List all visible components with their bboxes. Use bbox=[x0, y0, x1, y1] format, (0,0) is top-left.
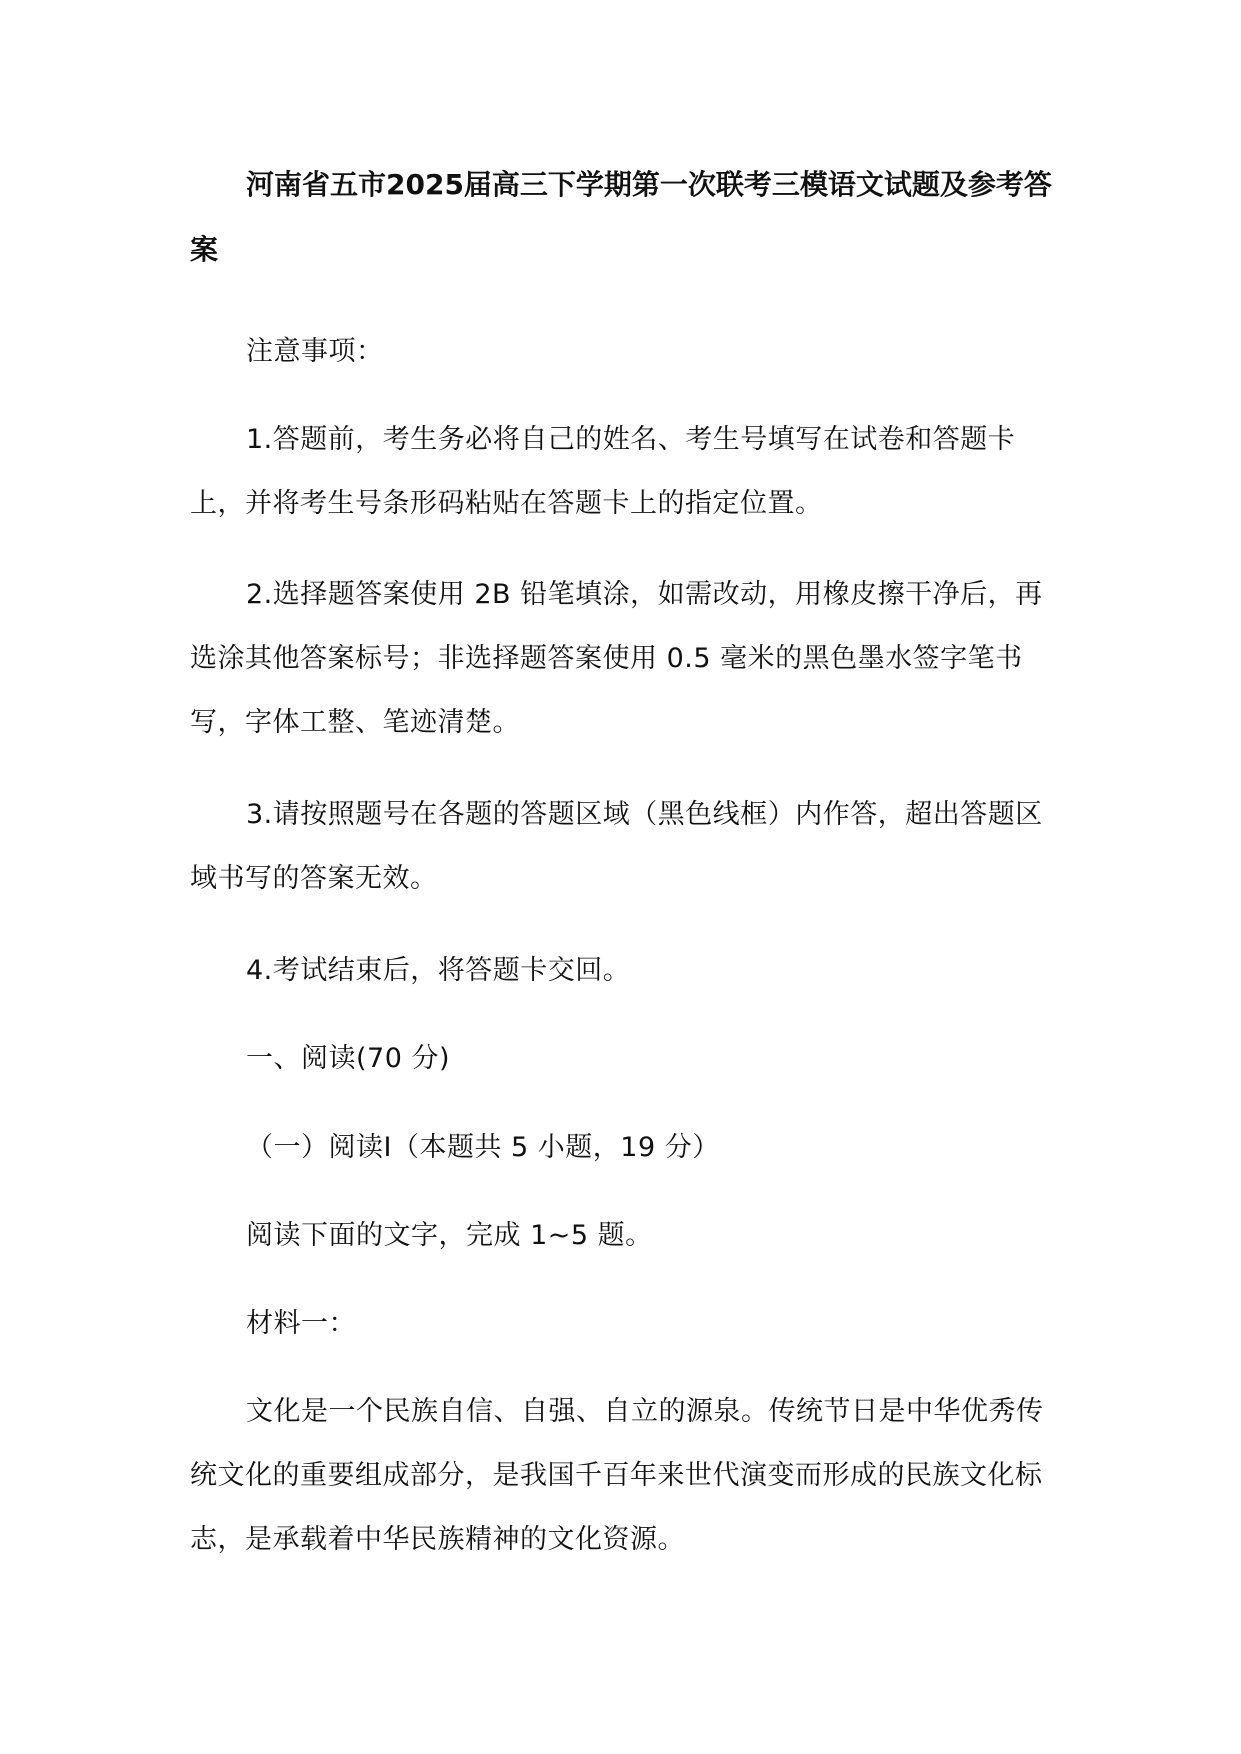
notice-item-2: 2.选择题答案使用 2B 铅笔填涂，如需改动，用橡皮擦干净后，再选涂其他答案标号；非选择题答案使用 0.5 毫米的黑色墨水签字笔书写，字体工整、笔迹清楚。 bbox=[190, 579, 1043, 738]
document-title: 河南省五市2025届高三下学期第一次联考三模语文试题及参考答案 bbox=[190, 168, 1052, 266]
notice-item-4: 4.考试结束后，将答题卡交回。 bbox=[246, 955, 631, 986]
subsection-heading: （一）阅读Ⅰ（本题共 5 小题，19 分） bbox=[246, 1132, 720, 1163]
notice-item-1: 1.答题前，考生务必将自己的姓名、考生号填写在试卷和答题卡上，并将考生号条形码粘贴在答题卡上的指定位置。 bbox=[190, 424, 1016, 519]
material-label: 材料一： bbox=[246, 1308, 356, 1339]
section-heading: 一、阅读(70 分) bbox=[246, 1043, 451, 1074]
notice-heading: 注意事项： bbox=[246, 336, 384, 367]
reading-instruction: 阅读下面的文字，完成 1~5 题。 bbox=[246, 1220, 653, 1251]
material-paragraph: 文化是一个民族自信、自强、自立的源泉。传统节日是中华优秀传统文化的重要组成部分，是我国千百年来世代演变而形成的民族文化标志，是承载着中华民族精神的文化资源。 bbox=[190, 1396, 1044, 1555]
notice-item-3: 3.请按照题号在各题的答题区域（黑色线框）内作答，超出答题区域书写的答案无效。 bbox=[190, 799, 1043, 894]
